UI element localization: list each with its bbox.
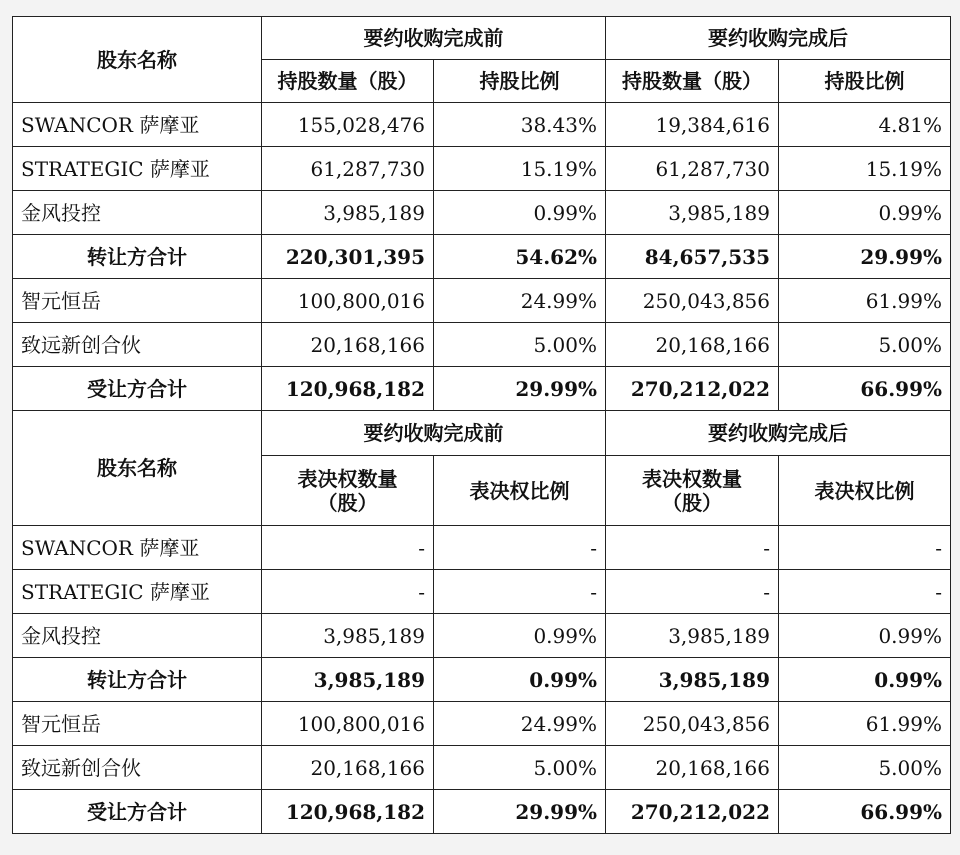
qty-header-line1: 表决权数量 [642, 466, 742, 491]
before-ratio: 24.99% [434, 279, 606, 323]
after-ratio: 29.99% [779, 235, 951, 279]
table-row [13, 279, 951, 323]
after-ratio: 61.99% [779, 279, 951, 323]
after-ratio: - [779, 526, 951, 570]
shareholder-name: SWANCOR 萨摩亚 [13, 526, 262, 570]
table-row [13, 702, 951, 746]
total-label: 转让方合计 [13, 235, 262, 279]
after-qty: 20,168,166 [606, 323, 779, 367]
before-qty: 120,968,182 [262, 367, 434, 411]
section1-before-header: 要约收购完成前 [262, 17, 606, 60]
shareholding-table [12, 16, 951, 834]
shareholding-table-page [12, 16, 950, 834]
before-qty: 61,287,730 [262, 147, 434, 191]
before-qty: 3,985,189 [262, 658, 434, 702]
after-qty: 61,287,730 [606, 147, 779, 191]
section1-shareholder-header: 股东名称 [13, 17, 262, 103]
after-qty: 250,043,856 [606, 279, 779, 323]
table-row [13, 191, 951, 235]
table-row [13, 570, 951, 614]
shareholder-name: 金风投控 [13, 191, 262, 235]
shareholder-name: STRATEGIC 萨摩亚 [13, 570, 262, 614]
table-row [13, 746, 951, 790]
after-ratio: 66.99% [779, 790, 951, 834]
total-label: 受让方合计 [13, 790, 262, 834]
before-ratio: 5.00% [434, 746, 606, 790]
qty-header-line2: （股） [662, 490, 722, 515]
after-ratio: 4.81% [779, 103, 951, 147]
shareholder-name: STRATEGIC 萨摩亚 [13, 147, 262, 191]
after-qty: 19,384,616 [606, 103, 779, 147]
shareholder-name: 智元恒岳 [13, 702, 262, 746]
table-row [13, 103, 951, 147]
section1-after-header: 要约收购完成后 [606, 17, 951, 60]
before-ratio: 5.00% [434, 323, 606, 367]
section1-header-row [13, 17, 951, 60]
section2-after-qty-header [606, 456, 779, 526]
shareholder-name: 智元恒岳 [13, 279, 262, 323]
before-ratio: 38.43% [434, 103, 606, 147]
total-label: 转让方合计 [13, 658, 262, 702]
before-qty: 220,301,395 [262, 235, 434, 279]
section1-before-ratio-header: 持股比例 [434, 60, 606, 103]
table-row [13, 323, 951, 367]
before-qty: - [262, 526, 434, 570]
after-ratio: 61.99% [779, 702, 951, 746]
total-row [13, 658, 951, 702]
before-ratio: 24.99% [434, 702, 606, 746]
before-ratio: 0.99% [434, 191, 606, 235]
table-row [13, 614, 951, 658]
after-qty: 270,212,022 [606, 790, 779, 834]
section2-after-ratio-header: 表决权比例 [779, 456, 951, 526]
shareholder-name: SWANCOR 萨摩亚 [13, 103, 262, 147]
before-ratio: - [434, 526, 606, 570]
after-qty: - [606, 526, 779, 570]
section2-before-header: 要约收购完成前 [262, 411, 606, 456]
before-qty: 20,168,166 [262, 746, 434, 790]
after-ratio: 15.19% [779, 147, 951, 191]
table-row [13, 526, 951, 570]
after-qty: 3,985,189 [606, 658, 779, 702]
section2-shareholder-header: 股东名称 [13, 411, 262, 526]
shareholder-name: 金风投控 [13, 614, 262, 658]
before-qty: 155,028,476 [262, 103, 434, 147]
total-row [13, 235, 951, 279]
table-row [13, 147, 951, 191]
section2-before-ratio-header: 表决权比例 [434, 456, 606, 526]
total-label: 受让方合计 [13, 367, 262, 411]
before-ratio: 0.99% [434, 614, 606, 658]
after-ratio: 5.00% [779, 746, 951, 790]
after-qty: - [606, 570, 779, 614]
before-ratio: 54.62% [434, 235, 606, 279]
before-ratio: 29.99% [434, 367, 606, 411]
before-ratio: 15.19% [434, 147, 606, 191]
after-ratio: 66.99% [779, 367, 951, 411]
qty-header-line2: （股） [317, 490, 378, 515]
section1-after-ratio-header: 持股比例 [779, 60, 951, 103]
before-ratio: 29.99% [434, 790, 606, 834]
after-qty: 84,657,535 [606, 235, 779, 279]
after-qty: 3,985,189 [606, 614, 779, 658]
after-ratio: 0.99% [779, 658, 951, 702]
before-qty: 3,985,189 [262, 614, 434, 658]
shareholder-name: 致远新创合伙 [13, 323, 262, 367]
total-row [13, 790, 951, 834]
after-ratio: - [779, 570, 951, 614]
before-qty: 20,168,166 [262, 323, 434, 367]
section2-before-qty-header [262, 456, 434, 526]
before-qty: - [262, 570, 434, 614]
after-qty: 270,212,022 [606, 367, 779, 411]
section2-after-header: 要约收购完成后 [606, 411, 951, 456]
after-ratio: 0.99% [779, 614, 951, 658]
section2-header-row [13, 411, 951, 456]
after-ratio: 0.99% [779, 191, 951, 235]
section1-before-qty-header: 持股数量（股） [262, 60, 434, 103]
before-qty: 3,985,189 [262, 191, 434, 235]
qty-header-line1: 表决权数量 [297, 466, 398, 491]
before-qty: 100,800,016 [262, 702, 434, 746]
before-qty: 100,800,016 [262, 279, 434, 323]
total-row [13, 367, 951, 411]
before-ratio: - [434, 570, 606, 614]
after-qty: 250,043,856 [606, 702, 779, 746]
after-qty: 20,168,166 [606, 746, 779, 790]
after-qty: 3,985,189 [606, 191, 779, 235]
after-ratio: 5.00% [779, 323, 951, 367]
before-qty: 120,968,182 [262, 790, 434, 834]
before-ratio: 0.99% [434, 658, 606, 702]
shareholder-name: 致远新创合伙 [13, 746, 262, 790]
section1-after-qty-header: 持股数量（股） [606, 60, 779, 103]
